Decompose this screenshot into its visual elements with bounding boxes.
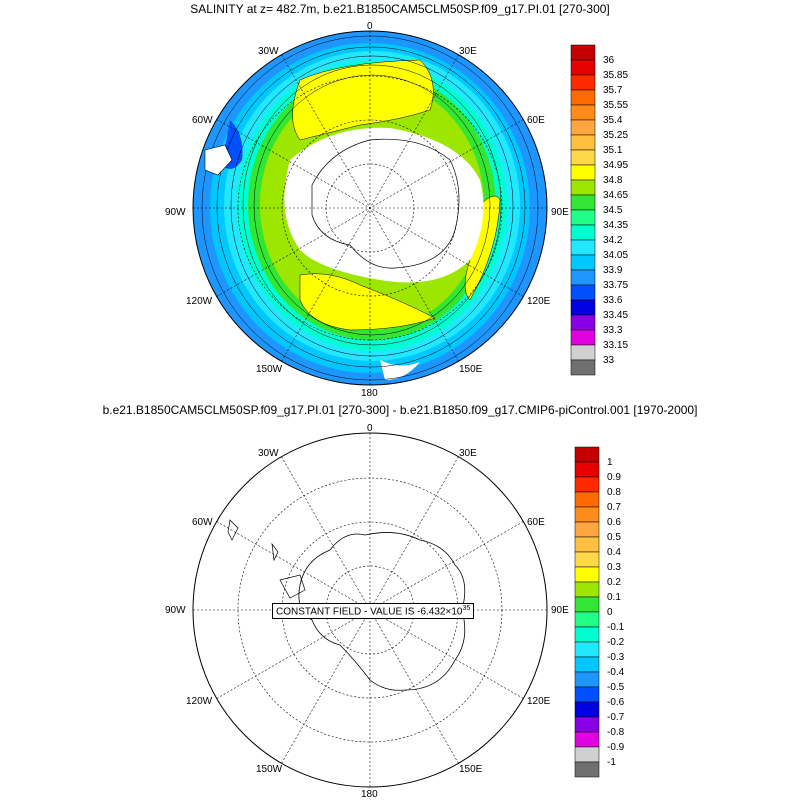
top-colorbar-swatch-8 bbox=[571, 165, 595, 180]
top-lon-30W: 30W bbox=[258, 46, 279, 57]
bottom-lon-30W: 30W bbox=[258, 448, 279, 459]
top-colorbar-swatch-5 bbox=[571, 120, 595, 135]
top-lon-120W: 120W bbox=[186, 296, 213, 307]
top-lon-60W: 60W bbox=[192, 115, 213, 126]
top-colorbar-swatch-18 bbox=[571, 315, 595, 330]
top-colorbar-label-11: 34.35 bbox=[603, 220, 629, 231]
top-lon-90E: 90E bbox=[551, 207, 569, 218]
bottom-colorbar-swatch-17 bbox=[575, 702, 599, 717]
bottom-colorbar-swatch-5 bbox=[575, 522, 599, 537]
top-colorbar bbox=[571, 45, 628, 375]
bottom-colorbar-label-6: 0.4 bbox=[607, 547, 621, 558]
top-colorbar-label-12: 34.2 bbox=[603, 235, 623, 246]
top-colorbar-swatch-11 bbox=[571, 210, 595, 225]
bottom-colorbar-swatch-13 bbox=[575, 642, 599, 657]
top-lon-150W: 150W bbox=[256, 364, 283, 375]
bottom-colorbar-swatch-1 bbox=[575, 462, 599, 477]
bottom-colorbar-swatch-0 bbox=[575, 447, 599, 462]
bottom-colorbar-label-15: -0.5 bbox=[607, 682, 625, 693]
top-colorbar-label-14: 33.9 bbox=[603, 265, 623, 276]
bottom-lon-0: 0 bbox=[367, 423, 373, 434]
top-lon-120E: 120E bbox=[527, 296, 551, 307]
bottom-lon-150E: 150E bbox=[459, 764, 483, 775]
bottom-lon-60E: 60E bbox=[527, 517, 545, 528]
top-lon-30E: 30E bbox=[459, 46, 477, 57]
bottom-colorbar-swatch-9 bbox=[575, 582, 599, 597]
top-colorbar-swatch-6 bbox=[571, 135, 595, 150]
bottom-colorbar-label-17: -0.7 bbox=[607, 712, 625, 723]
top-colorbar-label-9: 34.65 bbox=[603, 190, 629, 201]
bottom-colorbar-label-5: 0.5 bbox=[607, 532, 621, 543]
top-colorbar-label-2: 35.7 bbox=[603, 85, 623, 96]
bottom-colorbar-label-0: 1 bbox=[607, 457, 613, 468]
top-lon-0: 0 bbox=[367, 21, 373, 32]
top-colorbar-swatch-1 bbox=[571, 60, 595, 75]
top-colorbar-swatch-10 bbox=[571, 195, 595, 210]
top-colorbar-swatch-4 bbox=[571, 105, 595, 120]
bottom-colorbar-swatch-19 bbox=[575, 732, 599, 747]
bottom-colorbar-label-19: -0.9 bbox=[607, 742, 625, 753]
bottom-lon-60W: 60W bbox=[192, 517, 213, 528]
top-lon-60E: 60E bbox=[527, 115, 545, 126]
bottom-colorbar-label-20: -1 bbox=[607, 757, 616, 768]
bottom-colorbar-swatch-16 bbox=[575, 687, 599, 702]
top-colorbar-label-8: 34.8 bbox=[603, 175, 623, 186]
bottom-colorbar-swatch-18 bbox=[575, 717, 599, 732]
bottom-colorbar-swatch-11 bbox=[575, 612, 599, 627]
bottom-colorbar-label-8: 0.2 bbox=[607, 577, 621, 588]
constant-field-label bbox=[272, 603, 474, 619]
top-colorbar-label-16: 33.6 bbox=[603, 295, 623, 306]
top-colorbar-label-0: 36 bbox=[603, 55, 615, 66]
bottom-colorbar bbox=[575, 447, 625, 777]
bottom-colorbar-swatch-2 bbox=[575, 477, 599, 492]
top-colorbar-swatch-2 bbox=[571, 75, 595, 90]
bottom-colorbar-label-13: -0.3 bbox=[607, 652, 625, 663]
bottom-colorbar-label-11: -0.1 bbox=[607, 622, 625, 633]
top-colorbar-swatch-3 bbox=[571, 90, 595, 105]
bottom-map-title: b.e21.B1850CAM5CLM50SP.f09_g17.PI.01 [270-300] - b.e21.B1850.f09_g17.CMIP6-piControl.001 [1970-2000] bbox=[102, 403, 698, 417]
top-colorbar-label-6: 35.1 bbox=[603, 145, 623, 156]
bottom-colorbar-label-16: -0.6 bbox=[607, 697, 625, 708]
bottom-colorbar-label-7: 0.3 bbox=[607, 562, 621, 573]
bottom-colorbar-swatch-8 bbox=[575, 567, 599, 582]
bottom-colorbar-swatch-10 bbox=[575, 597, 599, 612]
top-colorbar-label-7: 34.95 bbox=[603, 160, 629, 171]
constant-field-exponent: 35 bbox=[462, 605, 471, 612]
top-colorbar-label-17: 33.45 bbox=[603, 310, 629, 321]
top-colorbar-swatch-16 bbox=[571, 285, 595, 300]
top-colorbar-swatch-13 bbox=[571, 240, 595, 255]
constant-field-text: CONSTANT FIELD - VALUE IS -6.432×10 bbox=[276, 606, 463, 618]
top-colorbar-swatch-20 bbox=[571, 345, 595, 360]
top-colorbar-label-15: 33.75 bbox=[603, 280, 629, 291]
top-colorbar-swatch-7 bbox=[571, 150, 595, 165]
top-colorbar-swatch-9 bbox=[571, 180, 595, 195]
top-colorbar-label-1: 35.85 bbox=[603, 70, 629, 81]
bottom-lon-30E: 30E bbox=[459, 448, 477, 459]
bottom-lon-180: 180 bbox=[361, 789, 378, 800]
bottom-colorbar-label-4: 0.6 bbox=[607, 517, 621, 528]
top-colorbar-label-3: 35.55 bbox=[603, 100, 629, 111]
top-colorbar-label-13: 34.05 bbox=[603, 250, 629, 261]
top-colorbar-swatch-21 bbox=[571, 360, 595, 375]
bottom-colorbar-label-14: -0.4 bbox=[607, 667, 625, 678]
top-lon-90W: 90W bbox=[165, 207, 186, 218]
top-colorbar-label-19: 33.15 bbox=[603, 340, 629, 351]
top-colorbar-label-20: 33 bbox=[603, 355, 615, 366]
bottom-colorbar-label-18: -0.8 bbox=[607, 727, 625, 738]
bottom-lon-120E: 120E bbox=[527, 696, 551, 707]
bottom-lon-90W: 90W bbox=[165, 605, 186, 616]
top-colorbar-label-18: 33.3 bbox=[603, 325, 623, 336]
bottom-colorbar-swatch-12 bbox=[575, 627, 599, 642]
bottom-colorbar-label-1: 0.9 bbox=[607, 472, 621, 483]
bottom-lon-120W: 120W bbox=[186, 696, 213, 707]
bottom-colorbar-label-10: 0 bbox=[607, 607, 613, 618]
bottom-colorbar-label-9: 0.1 bbox=[607, 592, 621, 603]
bottom-colorbar-swatch-4 bbox=[575, 507, 599, 522]
top-colorbar-label-5: 35.25 bbox=[603, 130, 629, 141]
bottom-colorbar-swatch-3 bbox=[575, 492, 599, 507]
top-salinity-map bbox=[165, 21, 569, 399]
top-colorbar-swatch-17 bbox=[571, 300, 595, 315]
top-lon-180: 180 bbox=[361, 388, 378, 399]
top-colorbar-label-4: 35.4 bbox=[603, 115, 623, 126]
bottom-colorbar-swatch-6 bbox=[575, 537, 599, 552]
bottom-colorbar-label-12: -0.2 bbox=[607, 637, 625, 648]
bottom-colorbar-label-3: 0.7 bbox=[607, 502, 621, 513]
top-colorbar-swatch-15 bbox=[571, 270, 595, 285]
top-lon-150E: 150E bbox=[459, 364, 483, 375]
top-colorbar-swatch-14 bbox=[571, 255, 595, 270]
top-colorbar-label-10: 34.5 bbox=[603, 205, 623, 216]
bottom-colorbar-label-2: 0.8 bbox=[607, 487, 621, 498]
top-colorbar-swatch-12 bbox=[571, 225, 595, 240]
bottom-colorbar-swatch-20 bbox=[575, 747, 599, 762]
top-colorbar-swatch-0 bbox=[571, 45, 595, 60]
bottom-lon-150W: 150W bbox=[256, 764, 283, 775]
bottom-colorbar-swatch-14 bbox=[575, 657, 599, 672]
top-colorbar-swatch-19 bbox=[571, 330, 595, 345]
bottom-colorbar-swatch-15 bbox=[575, 672, 599, 687]
bottom-colorbar-swatch-7 bbox=[575, 552, 599, 567]
bottom-colorbar-swatch-21 bbox=[575, 762, 599, 777]
top-map-title: SALINITY at z= 482.7m, b.e21.B1850CAM5CLM50SP.f09_g17.PI.01 [270-300] bbox=[190, 2, 610, 16]
bottom-lon-90E: 90E bbox=[551, 605, 569, 616]
